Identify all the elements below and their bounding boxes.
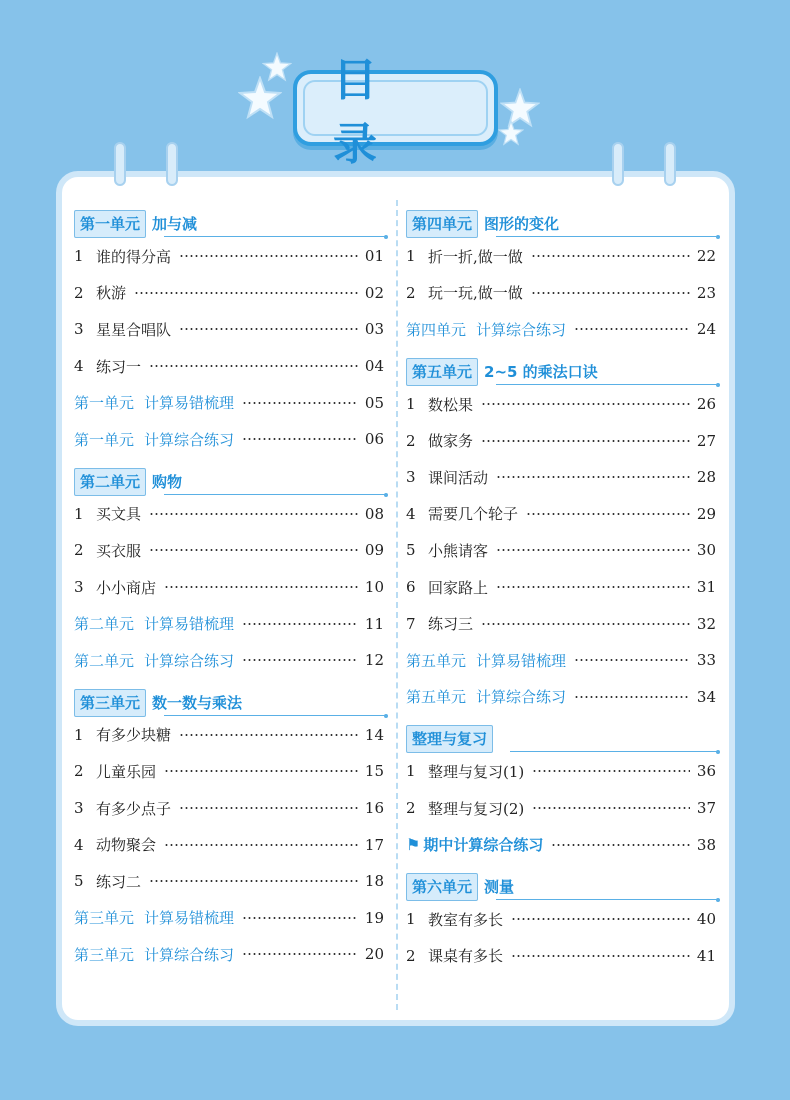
entry-number: 2 xyxy=(406,283,416,302)
underline-end-dot xyxy=(384,493,388,497)
page-number: 40 xyxy=(696,910,716,929)
section-title: 2~5 的乘法口诀 xyxy=(484,362,598,381)
entry-title: 有多少点子 xyxy=(96,799,172,818)
entry-title: 练习二 xyxy=(96,872,142,891)
dot-leader xyxy=(149,513,358,515)
toc-entry[interactable] xyxy=(74,238,384,275)
toc-entry[interactable] xyxy=(74,900,384,937)
entry-name: 计算综合练习 xyxy=(476,320,567,339)
page-number: 37 xyxy=(696,799,716,818)
entry-title: 课间活动 xyxy=(428,468,489,487)
toc-entry[interactable] xyxy=(74,753,384,790)
dot-leader xyxy=(179,255,358,257)
section-underline xyxy=(496,899,718,900)
page-number: 34 xyxy=(696,687,716,706)
section-badge: 第五单元 xyxy=(406,358,478,386)
page-number: 24 xyxy=(696,320,716,339)
dot-leader xyxy=(179,734,358,736)
entry-title: 小小商店 xyxy=(96,578,157,597)
binder-ring xyxy=(664,142,676,186)
entry-title xyxy=(74,944,240,965)
page-number: 29 xyxy=(696,504,716,523)
toc-left-column xyxy=(74,200,384,973)
entry-number: 2 xyxy=(74,541,84,560)
section-badge: 第二单元 xyxy=(74,468,146,496)
dot-leader xyxy=(551,844,690,846)
page-number: 14 xyxy=(364,725,384,744)
entry-name: 计算易错梳理 xyxy=(144,394,235,413)
column-divider xyxy=(396,200,398,1010)
page-title-box xyxy=(293,55,498,170)
entry-title: 玩一玩,做一做 xyxy=(428,284,523,303)
entry-number: 2 xyxy=(74,762,84,781)
dot-leader xyxy=(242,953,358,955)
dot-leader xyxy=(574,659,690,661)
underline-end-dot xyxy=(716,898,720,902)
page-number: 41 xyxy=(696,946,716,965)
section-underline xyxy=(496,384,718,385)
entry-number: 3 xyxy=(74,578,84,597)
toc-entry[interactable] xyxy=(74,384,384,421)
entry-title: 儿童乐园 xyxy=(96,762,157,781)
page-number: 28 xyxy=(696,468,716,487)
entry-unit: 第二单元 xyxy=(74,615,135,634)
toc-entry[interactable] xyxy=(406,311,716,348)
entry-number: 2 xyxy=(74,283,84,302)
page-number: 15 xyxy=(364,762,384,781)
entry-unit: 第五单元 xyxy=(406,688,467,707)
toc-entry[interactable] xyxy=(406,496,716,533)
toc-right-column xyxy=(406,200,716,974)
entry-title xyxy=(74,392,240,413)
dot-leader xyxy=(531,255,690,257)
page-number: 04 xyxy=(364,357,384,376)
entry-name: 计算综合练习 xyxy=(144,430,235,449)
toc-entry[interactable] xyxy=(406,532,716,569)
dot-leader xyxy=(532,770,690,772)
page-number: 38 xyxy=(696,835,716,854)
entry-name: 期中计算综合练习 xyxy=(423,836,544,855)
toc-entry[interactable] xyxy=(406,275,716,312)
flag-icon: ⚑ xyxy=(406,835,421,855)
entry-title xyxy=(74,429,240,450)
dot-leader xyxy=(511,955,690,957)
toc-entry[interactable] xyxy=(74,421,384,458)
entry-number: 2 xyxy=(406,799,416,818)
page-number: 11 xyxy=(364,614,384,633)
entry-name: 计算易错梳理 xyxy=(144,615,235,634)
entry-number: 2 xyxy=(406,946,416,965)
entry-title xyxy=(406,686,572,707)
dot-leader xyxy=(496,476,690,478)
entry-title xyxy=(74,650,240,671)
toc-entry[interactable] xyxy=(406,642,716,679)
entry-title xyxy=(406,319,572,340)
dot-leader xyxy=(164,844,358,846)
entry-number: 1 xyxy=(74,725,84,744)
entry-title: 秋游 xyxy=(96,284,127,303)
entry-title: 有多少块糖 xyxy=(96,726,172,745)
toc-entry[interactable] xyxy=(74,569,384,606)
dot-leader xyxy=(164,770,358,772)
section-badge: 第三单元 xyxy=(74,689,146,717)
entry-title: 买衣服 xyxy=(96,541,142,560)
toc-entry[interactable] xyxy=(406,901,716,938)
page-number: 06 xyxy=(364,430,384,449)
page-number: 22 xyxy=(696,247,716,266)
dot-leader xyxy=(481,623,690,625)
section-title: 加与减 xyxy=(152,215,198,233)
page-number: 02 xyxy=(364,283,384,302)
section-underline xyxy=(164,494,386,495)
dot-leader xyxy=(574,696,690,698)
binder-ring xyxy=(612,142,624,186)
entry-title: 折一折,做一做 xyxy=(428,247,523,266)
toc-entry[interactable] xyxy=(406,790,716,827)
toc-entry[interactable] xyxy=(406,422,716,459)
page-number: 27 xyxy=(696,431,716,450)
entry-title: 练习一 xyxy=(96,357,142,376)
entry-title xyxy=(406,834,549,855)
page-number: 17 xyxy=(364,835,384,854)
toc-entry[interactable] xyxy=(406,826,716,863)
dot-leader xyxy=(242,402,358,404)
section-underline xyxy=(496,236,718,237)
toc-entry[interactable] xyxy=(74,348,384,385)
entry-unit: 第五单元 xyxy=(406,651,467,670)
entry-title: 买文具 xyxy=(96,505,142,524)
section-header xyxy=(74,200,384,238)
underline-end-dot xyxy=(384,714,388,718)
page-number: 32 xyxy=(696,614,716,633)
entry-number: 2 xyxy=(406,431,416,450)
section-badge: 第四单元 xyxy=(406,210,478,238)
entry-title: 星星合唱队 xyxy=(96,320,172,339)
section-badge: 第六单元 xyxy=(406,873,478,901)
toc-entry[interactable] xyxy=(406,753,716,790)
dot-leader xyxy=(149,365,358,367)
entry-title xyxy=(406,650,572,671)
page-number: 36 xyxy=(696,762,716,781)
dot-leader xyxy=(179,807,358,809)
dot-leader xyxy=(242,623,358,625)
dot-leader xyxy=(149,549,358,551)
entry-title xyxy=(74,613,240,634)
entry-title: 小熊请客 xyxy=(428,541,489,560)
dot-leader xyxy=(531,292,690,294)
dot-leader xyxy=(511,918,690,920)
page-number: 33 xyxy=(696,651,716,670)
underline-end-dot xyxy=(384,235,388,239)
toc-entry[interactable] xyxy=(406,569,716,606)
page-number: 05 xyxy=(364,393,384,412)
entry-title: 整理与复习(2) xyxy=(428,799,525,818)
entry-number: 1 xyxy=(74,504,84,523)
toc-entry[interactable] xyxy=(74,936,384,973)
entry-name: 计算综合练习 xyxy=(144,651,235,670)
dot-leader xyxy=(242,659,358,661)
page-number: 08 xyxy=(364,504,384,523)
entry-number: 1 xyxy=(74,247,84,266)
toc-entry[interactable] xyxy=(406,238,716,275)
dot-leader xyxy=(526,513,690,515)
entry-number: 4 xyxy=(74,835,84,854)
star-decoration-icon xyxy=(262,52,292,82)
entry-unit: 第二单元 xyxy=(74,651,135,670)
entry-number: 3 xyxy=(406,468,416,487)
page-number: 16 xyxy=(364,799,384,818)
page-number: 26 xyxy=(696,395,716,414)
section-header xyxy=(406,200,716,238)
entry-title: 整理与复习(1) xyxy=(428,762,525,781)
section-title: 购物 xyxy=(152,472,183,491)
page-number: 10 xyxy=(364,578,384,597)
entry-number: 6 xyxy=(406,578,416,597)
entry-unit: 第三单元 xyxy=(74,945,135,964)
dot-leader xyxy=(481,403,690,405)
section-underline xyxy=(164,715,386,716)
entry-name: 计算综合练习 xyxy=(144,945,235,964)
toc-entry[interactable] xyxy=(74,790,384,827)
entry-name: 计算易错梳理 xyxy=(476,651,567,670)
entry-number: 5 xyxy=(406,541,416,560)
toc-entry[interactable] xyxy=(74,496,384,533)
dot-leader xyxy=(496,549,690,551)
page-number: 20 xyxy=(364,945,384,964)
toc-entry[interactable] xyxy=(406,386,716,423)
dot-leader xyxy=(164,586,358,588)
page-number: 19 xyxy=(364,908,384,927)
entry-number: 1 xyxy=(406,910,416,929)
page-number: 31 xyxy=(696,578,716,597)
section-title: 数一数与乘法 xyxy=(152,693,243,712)
entry-number: 7 xyxy=(406,614,416,633)
underline-end-dot xyxy=(716,235,720,239)
entry-title: 数松果 xyxy=(428,395,474,414)
entry-name: 计算易错梳理 xyxy=(144,909,235,928)
entry-title: 回家路上 xyxy=(428,578,489,597)
entry-title: 动物聚会 xyxy=(96,836,157,855)
dot-leader xyxy=(496,586,690,588)
toc-entry[interactable] xyxy=(74,532,384,569)
toc-entry[interactable] xyxy=(74,605,384,642)
star-decoration-icon xyxy=(498,120,524,146)
page-number: 01 xyxy=(364,247,384,266)
dot-leader xyxy=(179,328,358,330)
section-badge: 第一单元 xyxy=(74,210,146,238)
dot-leader xyxy=(149,880,358,882)
section-header xyxy=(74,458,384,496)
entry-unit: 第四单元 xyxy=(406,320,467,339)
entry-number: 4 xyxy=(406,504,416,523)
entry-number: 1 xyxy=(406,247,416,266)
entry-title: 需要几个轮子 xyxy=(428,505,519,524)
page-number: 30 xyxy=(696,541,716,560)
entry-unit: 第三单元 xyxy=(74,909,135,928)
toc-entry[interactable] xyxy=(406,605,716,642)
section-underline xyxy=(164,236,386,237)
page-title: 目 录 xyxy=(333,55,413,170)
entry-title: 谁的得分高 xyxy=(96,247,172,266)
dot-leader xyxy=(532,807,690,809)
dot-leader xyxy=(134,292,358,294)
page-number: 03 xyxy=(364,320,384,339)
toc-entry[interactable] xyxy=(406,938,716,975)
entry-number: 3 xyxy=(74,799,84,818)
binder-ring xyxy=(114,142,126,186)
section-badge: 整理与复习 xyxy=(406,725,493,753)
dot-leader xyxy=(242,438,358,440)
entry-title: 练习三 xyxy=(428,615,474,634)
section-header xyxy=(74,679,384,717)
entry-title: 做家务 xyxy=(428,432,474,451)
binder-ring xyxy=(166,142,178,186)
entry-number: 5 xyxy=(74,872,84,891)
section-underline xyxy=(510,751,718,752)
section-header xyxy=(406,863,716,901)
entry-number: 4 xyxy=(74,357,84,376)
entry-title xyxy=(74,907,240,928)
dot-leader xyxy=(574,328,690,330)
toc-entry[interactable] xyxy=(74,642,384,679)
toc-entry[interactable] xyxy=(74,717,384,754)
page-number: 12 xyxy=(364,651,384,670)
toc-entry[interactable] xyxy=(74,826,384,863)
entry-number: 1 xyxy=(406,395,416,414)
entry-number: 1 xyxy=(406,762,416,781)
entry-name: 计算综合练习 xyxy=(476,688,567,707)
entry-title: 课桌有多长 xyxy=(428,947,504,966)
section-title: 测量 xyxy=(484,877,515,896)
page-number: 23 xyxy=(696,283,716,302)
dot-leader xyxy=(481,440,690,442)
entry-number: 3 xyxy=(74,320,84,339)
underline-end-dot xyxy=(716,383,720,387)
toc-entry[interactable] xyxy=(406,459,716,496)
dot-leader xyxy=(242,917,358,919)
toc-entry[interactable] xyxy=(74,311,384,348)
entry-unit: 第一单元 xyxy=(74,430,135,449)
entry-title: 教室有多长 xyxy=(428,910,504,929)
toc-entry[interactable] xyxy=(74,275,384,312)
section-title: 图形的变化 xyxy=(484,215,560,233)
section-header xyxy=(406,348,716,386)
toc-entry[interactable] xyxy=(74,863,384,900)
toc-entry[interactable] xyxy=(406,679,716,716)
star-decoration-icon xyxy=(238,76,282,120)
section-header xyxy=(406,715,716,753)
entry-unit: 第一单元 xyxy=(74,394,135,413)
page-number: 18 xyxy=(364,872,384,891)
page-number: 09 xyxy=(364,541,384,560)
